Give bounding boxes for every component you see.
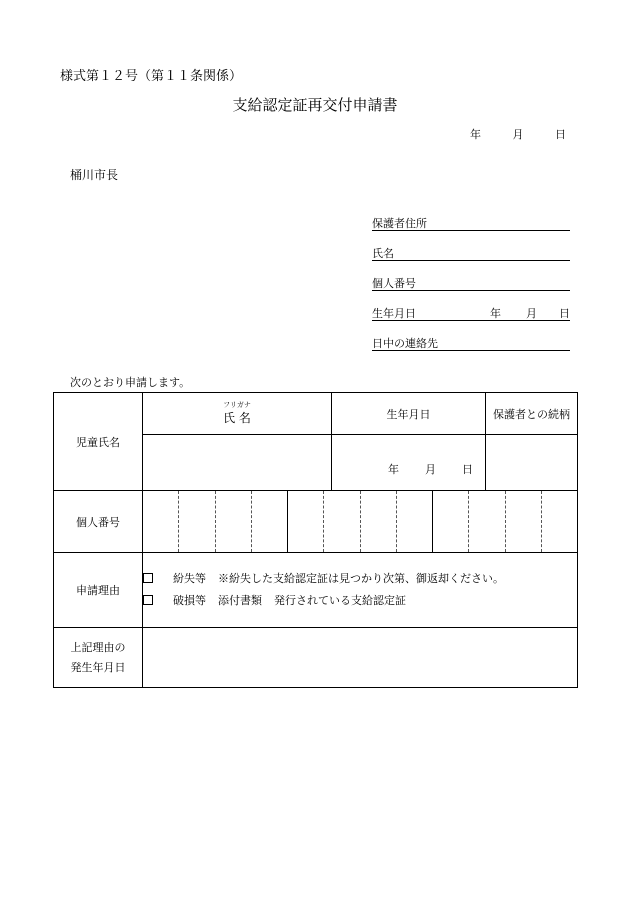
child-name-header <box>143 393 332 435</box>
child-personal-number-input[interactable] <box>143 491 578 553</box>
child-dob-year: 年 <box>388 462 399 476</box>
digit-box[interactable] <box>179 491 215 552</box>
child-dob-day: 日 <box>462 462 473 476</box>
occurrence-label-line1: 上記理由の <box>70 640 126 654</box>
furigana-label: フリガナ <box>223 401 251 409</box>
guardian-dob-day: 日 <box>559 307 570 320</box>
digit-box[interactable] <box>506 491 542 552</box>
guardian-name-label: 氏名 <box>372 247 394 260</box>
digit-box[interactable] <box>216 491 252 552</box>
attachments-note: 発行されている支給認定証 <box>274 594 406 607</box>
guardian-address-label: 保護者住所 <box>372 217 427 230</box>
application-table <box>53 392 578 688</box>
digit-box[interactable] <box>361 491 397 552</box>
digit-box[interactable] <box>397 491 433 552</box>
digit-box[interactable] <box>288 491 324 552</box>
guardian-name-field[interactable] <box>372 245 570 261</box>
form-number: 様式第１２号（第１１条関係） <box>60 69 243 84</box>
date-year-label: 年 <box>470 128 481 141</box>
child-dob-label: 生年月日 <box>332 393 486 435</box>
lost-note: ※紛失した支給認定証は見つかり次第、御返却ください。 <box>218 572 504 585</box>
guardian-dob-label: 生年月日 <box>372 307 416 320</box>
guardian-dob-month: 月 <box>526 307 537 320</box>
attachments-label: 添付書類 <box>218 594 262 607</box>
addressee: 桶川市長 <box>70 168 119 182</box>
occurrence-date-input[interactable] <box>143 628 578 688</box>
digit-box[interactable] <box>252 491 288 552</box>
child-dob-month: 月 <box>425 462 436 476</box>
guardian-personal-number-label: 個人番号 <box>372 277 416 290</box>
daytime-contact-field[interactable] <box>372 335 570 351</box>
child-name-label: 児童氏名 <box>54 393 143 491</box>
damaged-checkbox[interactable] <box>143 595 153 605</box>
digit-box[interactable] <box>433 491 469 552</box>
date-month-label: 月 <box>512 128 524 141</box>
form-title: 支給認定証再交付申請書 <box>232 96 398 114</box>
digit-box[interactable] <box>469 491 505 552</box>
child-personal-number-label: 個人番号 <box>54 491 143 553</box>
guardian-personal-number-field[interactable] <box>372 275 570 291</box>
occurrence-label-line2: 発生年月日 <box>70 660 126 674</box>
guardian-dob-field[interactable] <box>372 305 570 321</box>
digit-box[interactable] <box>143 491 179 552</box>
personal-number-digit-boxes <box>143 491 577 552</box>
damaged-label: 破損等 <box>173 594 206 607</box>
reason-label: 申請理由 <box>54 553 143 628</box>
digit-box[interactable] <box>542 491 577 552</box>
relation-label: 保護者との続柄 <box>486 393 578 435</box>
reason-options <box>143 553 578 628</box>
application-date <box>470 126 566 142</box>
lost-checkbox[interactable] <box>143 573 153 583</box>
digit-box[interactable] <box>324 491 360 552</box>
guardian-address-field[interactable] <box>372 215 570 231</box>
date-day-label: 日 <box>555 128 566 141</box>
reason-option-damaged[interactable] <box>143 590 577 612</box>
name-label: 氏 名 <box>223 411 251 425</box>
daytime-contact-label: 日中の連絡先 <box>372 337 438 350</box>
reason-option-lost[interactable] <box>143 568 577 590</box>
lost-label: 紛失等 <box>173 572 206 585</box>
relation-input[interactable] <box>486 435 578 491</box>
child-name-input[interactable] <box>143 435 332 491</box>
occurrence-date-label <box>54 628 143 688</box>
child-dob-input[interactable] <box>332 435 486 491</box>
guardian-dob-year: 年 <box>490 307 501 320</box>
intro-text: 次のとおり申請します。 <box>70 376 191 389</box>
